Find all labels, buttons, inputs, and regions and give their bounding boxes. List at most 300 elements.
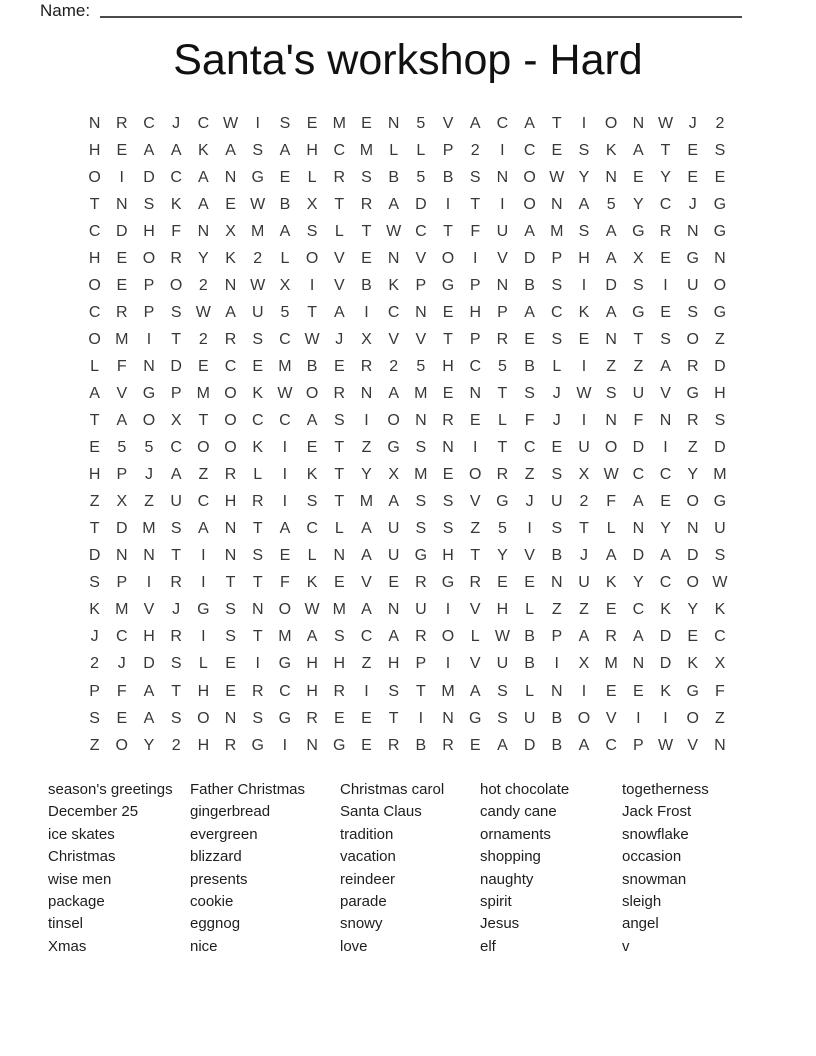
grid-cell[interactable]: E: [687, 141, 699, 159]
grid-cell[interactable]: N: [116, 195, 128, 213]
grid-cell[interactable]: S: [551, 520, 563, 538]
grid-cell[interactable]: A: [388, 384, 399, 402]
grid-cell[interactable]: B: [279, 195, 291, 213]
grid-cell[interactable]: J: [172, 601, 181, 619]
grid-cell[interactable]: M: [251, 222, 265, 240]
grid-cell[interactable]: J: [552, 412, 561, 430]
grid-cell[interactable]: H: [578, 249, 590, 267]
grid-cell[interactable]: S: [89, 709, 100, 727]
grid-cell[interactable]: E: [306, 439, 318, 457]
grid-cell[interactable]: U: [523, 709, 536, 727]
grid-cell[interactable]: E: [116, 141, 128, 159]
grid-cell[interactable]: A: [279, 222, 291, 240]
grid-cell[interactable]: G: [441, 574, 455, 592]
grid-cell[interactable]: Z: [715, 330, 725, 348]
grid-cell[interactable]: I: [581, 412, 587, 430]
grid-cell[interactable]: I: [364, 412, 369, 430]
grid-cell[interactable]: O: [686, 330, 699, 348]
grid-cell[interactable]: A: [279, 520, 291, 538]
grid-cell[interactable]: K: [225, 249, 236, 267]
grid-cell[interactable]: O: [142, 249, 156, 267]
grid-cell[interactable]: T: [334, 493, 345, 511]
grid-cell[interactable]: Z: [89, 736, 100, 754]
grid-cell[interactable]: S: [306, 493, 318, 511]
grid-cell[interactable]: V: [442, 114, 454, 132]
grid-cell[interactable]: A: [279, 141, 291, 159]
grid-cell[interactable]: N: [496, 276, 509, 294]
grid-cell[interactable]: N: [88, 114, 101, 132]
grid-cell[interactable]: F: [171, 222, 182, 240]
grid-cell[interactable]: W: [549, 168, 565, 186]
grid-cell[interactable]: P: [170, 384, 182, 402]
grid-cell[interactable]: G: [686, 249, 699, 267]
grid-cell[interactable]: C: [551, 303, 563, 321]
grid-cell[interactable]: L: [606, 520, 616, 538]
grid-cell[interactable]: N: [714, 736, 726, 754]
grid-cell[interactable]: E: [524, 574, 535, 592]
grid-cell[interactable]: Y: [633, 195, 644, 213]
grid-cell[interactable]: R: [170, 574, 182, 592]
grid-cell[interactable]: L: [253, 466, 263, 484]
grid-cell[interactable]: T: [171, 547, 182, 565]
grid-cell[interactable]: A: [89, 384, 100, 402]
grid-cell[interactable]: N: [496, 168, 509, 186]
grid-cell[interactable]: V: [415, 249, 427, 267]
grid-cell[interactable]: 5: [280, 303, 290, 321]
grid-cell[interactable]: Y: [143, 736, 155, 754]
grid-cell[interactable]: N: [442, 709, 454, 727]
grid-cell[interactable]: E: [116, 276, 128, 294]
grid-cell[interactable]: S: [333, 412, 345, 430]
grid-cell[interactable]: H: [306, 141, 318, 159]
grid-cell[interactable]: R: [360, 357, 373, 375]
grid-cell[interactable]: G: [632, 222, 645, 240]
grid-cell[interactable]: O: [441, 628, 455, 646]
grid-cell[interactable]: N: [469, 384, 481, 402]
grid-cell[interactable]: E: [225, 655, 236, 673]
grid-cell[interactable]: T: [470, 195, 481, 213]
grid-cell[interactable]: I: [663, 709, 668, 727]
grid-cell[interactable]: T: [307, 303, 317, 321]
grid-cell[interactable]: F: [280, 574, 290, 592]
grid-cell[interactable]: M: [359, 141, 374, 159]
grid-cell[interactable]: U: [496, 655, 509, 673]
grid-cell[interactable]: O: [278, 601, 292, 619]
grid-cell[interactable]: N: [143, 357, 155, 375]
grid-cell[interactable]: R: [605, 628, 617, 646]
grid-cell[interactable]: A: [578, 195, 590, 213]
grid-cell[interactable]: Z: [144, 493, 154, 511]
grid-cell[interactable]: M: [414, 466, 428, 484]
grid-cell[interactable]: E: [225, 195, 236, 213]
grid-cell[interactable]: M: [604, 655, 618, 673]
grid-cell[interactable]: E: [497, 574, 508, 592]
grid-cell[interactable]: D: [714, 357, 726, 375]
grid-cell[interactable]: S: [714, 141, 726, 159]
grid-cell[interactable]: H: [306, 655, 318, 673]
grid-cell[interactable]: M: [332, 114, 346, 132]
grid-cell[interactable]: M: [713, 466, 727, 484]
grid-cell[interactable]: L: [416, 141, 426, 159]
grid-cell[interactable]: S: [551, 466, 563, 484]
grid-cell[interactable]: S: [170, 709, 182, 727]
grid-cell[interactable]: O: [305, 249, 319, 267]
grid-cell[interactable]: I: [146, 330, 152, 348]
grid-cell[interactable]: S: [89, 574, 100, 592]
grid-cell[interactable]: B: [415, 736, 427, 754]
grid-cell[interactable]: E: [279, 547, 291, 565]
grid-cell[interactable]: W: [712, 574, 728, 592]
grid-cell[interactable]: A: [388, 195, 399, 213]
grid-cell[interactable]: S: [252, 141, 264, 159]
grid-cell[interactable]: S: [252, 547, 264, 565]
grid-cell[interactable]: S: [170, 655, 182, 673]
grid-cell[interactable]: S: [497, 682, 508, 700]
grid-cell[interactable]: I: [418, 709, 424, 727]
grid-cell[interactable]: I: [364, 303, 369, 321]
grid-cell[interactable]: I: [445, 195, 451, 213]
grid-cell[interactable]: H: [442, 357, 454, 375]
grid-cell[interactable]: M: [332, 601, 346, 619]
grid-cell[interactable]: N: [387, 249, 400, 267]
grid-cell[interactable]: C: [224, 357, 237, 375]
grid-cell[interactable]: L: [552, 357, 562, 375]
grid-cell[interactable]: N: [605, 330, 617, 348]
grid-cell[interactable]: S: [551, 276, 563, 294]
grid-cell[interactable]: O: [577, 709, 591, 727]
grid-cell[interactable]: Y: [660, 520, 671, 538]
grid-cell[interactable]: I: [472, 249, 478, 267]
grid-cell[interactable]: H: [88, 141, 101, 159]
grid-cell[interactable]: D: [686, 547, 699, 565]
grid-cell[interactable]: X: [714, 655, 726, 673]
grid-cell[interactable]: X: [306, 195, 318, 213]
grid-cell[interactable]: U: [714, 520, 726, 538]
grid-cell[interactable]: B: [361, 276, 372, 294]
grid-cell[interactable]: J: [552, 384, 561, 402]
grid-cell[interactable]: T: [470, 547, 481, 565]
grid-cell[interactable]: V: [687, 736, 699, 754]
grid-cell[interactable]: S: [388, 682, 399, 700]
grid-cell[interactable]: O: [115, 736, 128, 754]
grid-cell[interactable]: W: [657, 736, 674, 754]
grid-cell[interactable]: G: [713, 222, 727, 240]
grid-cell[interactable]: R: [442, 736, 454, 754]
grid-cell[interactable]: S: [714, 547, 726, 565]
grid-cell[interactable]: T: [198, 412, 209, 430]
grid-cell[interactable]: I: [119, 168, 124, 186]
grid-cell[interactable]: C: [714, 628, 726, 646]
grid-cell[interactable]: X: [388, 466, 399, 484]
grid-cell[interactable]: D: [632, 547, 645, 565]
grid-cell[interactable]: M: [278, 357, 292, 375]
grid-cell[interactable]: I: [255, 655, 260, 673]
grid-cell[interactable]: P: [551, 628, 563, 646]
grid-cell[interactable]: I: [581, 114, 587, 132]
grid-cell[interactable]: M: [115, 601, 129, 619]
grid-cell[interactable]: C: [659, 195, 672, 213]
grid-cell[interactable]: C: [415, 222, 427, 240]
grid-cell[interactable]: O: [305, 384, 319, 402]
grid-cell[interactable]: E: [116, 249, 128, 267]
grid-cell[interactable]: J: [335, 330, 344, 348]
grid-cell[interactable]: L: [389, 141, 399, 159]
grid-cell[interactable]: A: [524, 114, 535, 132]
grid-cell[interactable]: P: [469, 330, 481, 348]
grid-cell[interactable]: G: [686, 384, 699, 402]
grid-cell[interactable]: 2: [171, 736, 181, 754]
grid-cell[interactable]: E: [442, 466, 454, 484]
grid-cell[interactable]: E: [361, 709, 372, 727]
grid-cell[interactable]: O: [224, 412, 237, 430]
grid-cell[interactable]: 2: [389, 357, 399, 375]
grid-cell[interactable]: I: [445, 601, 451, 619]
grid-cell[interactable]: F: [116, 357, 127, 375]
grid-cell[interactable]: F: [470, 222, 481, 240]
grid-cell[interactable]: N: [415, 303, 427, 321]
grid-cell[interactable]: R: [496, 466, 509, 484]
grid-cell[interactable]: T: [660, 141, 671, 159]
grid-cell[interactable]: T: [443, 222, 453, 240]
grid-cell[interactable]: K: [578, 303, 590, 321]
grid-cell[interactable]: D: [523, 249, 536, 267]
grid-cell[interactable]: K: [605, 574, 617, 592]
grid-cell[interactable]: B: [524, 357, 535, 375]
grid-cell[interactable]: C: [197, 114, 210, 132]
grid-cell[interactable]: L: [470, 628, 480, 646]
grid-cell[interactable]: O: [713, 276, 727, 294]
grid-cell[interactable]: S: [442, 493, 454, 511]
grid-cell[interactable]: E: [714, 168, 726, 186]
grid-cell[interactable]: L: [497, 412, 507, 430]
grid-cell[interactable]: G: [333, 736, 346, 754]
grid-cell[interactable]: Z: [579, 601, 589, 619]
grid-cell[interactable]: L: [307, 547, 317, 565]
grid-cell[interactable]: U: [686, 276, 699, 294]
grid-cell[interactable]: N: [224, 520, 237, 538]
grid-cell[interactable]: W: [304, 601, 320, 619]
grid-cell[interactable]: J: [688, 114, 697, 132]
grid-cell[interactable]: P: [633, 736, 644, 754]
grid-cell[interactable]: T: [171, 330, 182, 348]
grid-cell[interactable]: W: [195, 303, 211, 321]
grid-cell[interactable]: T: [252, 520, 263, 538]
grid-cell[interactable]: C: [360, 628, 373, 646]
grid-cell[interactable]: 5: [606, 195, 616, 213]
grid-cell[interactable]: O: [88, 168, 101, 186]
grid-cell[interactable]: S: [497, 709, 508, 727]
grid-cell[interactable]: N: [551, 574, 563, 592]
grid-cell[interactable]: N: [605, 412, 617, 430]
grid-cell[interactable]: R: [224, 466, 237, 484]
grid-cell[interactable]: J: [525, 493, 534, 511]
grid-cell[interactable]: Y: [198, 249, 209, 267]
grid-cell[interactable]: V: [116, 384, 128, 402]
grid-cell[interactable]: A: [170, 141, 182, 159]
grid-cell[interactable]: S: [279, 114, 291, 132]
grid-cell[interactable]: E: [361, 736, 372, 754]
grid-cell[interactable]: H: [143, 628, 155, 646]
grid-cell[interactable]: T: [334, 439, 345, 457]
grid-cell[interactable]: T: [252, 628, 263, 646]
grid-cell[interactable]: S: [469, 168, 481, 186]
grid-cell[interactable]: Y: [633, 574, 644, 592]
grid-cell[interactable]: O: [88, 330, 101, 348]
grid-cell[interactable]: T: [443, 330, 453, 348]
grid-cell[interactable]: W: [494, 628, 510, 646]
grid-cell[interactable]: R: [251, 682, 264, 700]
grid-cell[interactable]: K: [198, 141, 209, 159]
grid-cell[interactable]: K: [306, 574, 318, 592]
grid-cell[interactable]: T: [633, 330, 644, 348]
grid-cell[interactable]: I: [282, 493, 288, 511]
grid-cell[interactable]: A: [660, 357, 671, 375]
grid-cell[interactable]: P: [143, 276, 155, 294]
grid-cell[interactable]: A: [361, 547, 372, 565]
grid-cell[interactable]: W: [250, 195, 266, 213]
grid-cell[interactable]: M: [359, 493, 374, 511]
grid-cell[interactable]: 5: [416, 168, 426, 186]
grid-cell[interactable]: I: [581, 276, 587, 294]
grid-cell[interactable]: M: [142, 520, 156, 538]
grid-cell[interactable]: S: [170, 520, 182, 538]
grid-cell[interactable]: T: [415, 682, 426, 700]
grid-cell[interactable]: N: [333, 547, 346, 565]
grid-cell[interactable]: Z: [361, 439, 372, 457]
grid-cell[interactable]: V: [469, 601, 481, 619]
grid-cell[interactable]: M: [278, 628, 292, 646]
grid-cell[interactable]: S: [605, 384, 617, 402]
grid-cell[interactable]: C: [659, 466, 672, 484]
grid-cell[interactable]: M: [441, 682, 455, 700]
grid-cell[interactable]: I: [581, 682, 587, 700]
grid-cell[interactable]: O: [523, 195, 536, 213]
grid-cell[interactable]: L: [334, 520, 344, 538]
grid-cell[interactable]: C: [523, 141, 536, 159]
grid-cell[interactable]: E: [605, 601, 617, 619]
grid-cell[interactable]: G: [713, 493, 727, 511]
grid-cell[interactable]: P: [551, 249, 563, 267]
grid-cell[interactable]: V: [524, 547, 535, 565]
grid-cell[interactable]: D: [523, 736, 536, 754]
grid-cell[interactable]: E: [660, 493, 671, 511]
grid-cell[interactable]: H: [197, 682, 210, 700]
grid-cell[interactable]: C: [197, 493, 210, 511]
grid-cell[interactable]: S: [170, 303, 182, 321]
grid-cell[interactable]: B: [388, 168, 399, 186]
grid-cell[interactable]: H: [333, 655, 346, 673]
grid-cell[interactable]: A: [143, 141, 155, 159]
grid-cell[interactable]: H: [224, 493, 237, 511]
grid-cell[interactable]: L: [334, 222, 344, 240]
grid-cell[interactable]: W: [386, 222, 402, 240]
grid-cell[interactable]: A: [605, 222, 617, 240]
grid-cell[interactable]: K: [306, 466, 318, 484]
grid-cell[interactable]: I: [554, 655, 559, 673]
grid-cell[interactable]: K: [388, 276, 399, 294]
grid-cell[interactable]: A: [497, 736, 508, 754]
grid-cell[interactable]: W: [277, 384, 293, 402]
grid-cell[interactable]: E: [252, 357, 264, 375]
grid-cell[interactable]: T: [361, 222, 372, 240]
grid-cell[interactable]: C: [469, 357, 481, 375]
grid-cell[interactable]: V: [388, 330, 399, 348]
grid-cell[interactable]: J: [90, 628, 99, 646]
grid-cell[interactable]: A: [306, 412, 318, 430]
grid-cell[interactable]: G: [278, 709, 292, 727]
grid-cell[interactable]: B: [551, 736, 563, 754]
grid-cell[interactable]: D: [116, 222, 128, 240]
grid-cell[interactable]: D: [143, 655, 155, 673]
grid-cell[interactable]: C: [279, 682, 291, 700]
grid-cell[interactable]: X: [170, 412, 182, 430]
grid-cell[interactable]: D: [116, 520, 128, 538]
grid-cell[interactable]: Y: [578, 168, 590, 186]
grid-cell[interactable]: J: [144, 466, 153, 484]
grid-cell[interactable]: X: [279, 276, 291, 294]
grid-cell[interactable]: 5: [144, 439, 154, 457]
grid-cell[interactable]: G: [713, 195, 727, 213]
grid-cell[interactable]: R: [333, 384, 346, 402]
grid-cell[interactable]: R: [415, 628, 427, 646]
grid-cell[interactable]: C: [251, 412, 264, 430]
grid-cell[interactable]: 5: [416, 357, 426, 375]
grid-cell[interactable]: T: [388, 709, 399, 727]
grid-cell[interactable]: P: [415, 655, 427, 673]
grid-cell[interactable]: S: [225, 601, 236, 619]
grid-cell[interactable]: T: [497, 439, 508, 457]
grid-cell[interactable]: D: [88, 547, 101, 565]
grid-cell[interactable]: E: [633, 168, 644, 186]
grid-cell[interactable]: D: [659, 655, 672, 673]
grid-cell[interactable]: P: [442, 141, 454, 159]
grid-cell[interactable]: I: [282, 736, 288, 754]
grid-cell[interactable]: A: [333, 303, 345, 321]
grid-cell[interactable]: G: [686, 682, 699, 700]
grid-cell[interactable]: E: [660, 249, 671, 267]
grid-cell[interactable]: 5: [416, 114, 426, 132]
grid-cell[interactable]: V: [415, 330, 427, 348]
grid-cell[interactable]: G: [713, 303, 727, 321]
grid-cell[interactable]: C: [143, 114, 155, 132]
grid-cell[interactable]: S: [252, 709, 264, 727]
grid-cell[interactable]: H: [442, 547, 454, 565]
grid-cell[interactable]: X: [361, 330, 372, 348]
grid-cell[interactable]: N: [224, 276, 237, 294]
grid-cell[interactable]: O: [224, 384, 237, 402]
grid-cell[interactable]: V: [605, 709, 617, 727]
grid-cell[interactable]: E: [469, 412, 481, 430]
grid-cell[interactable]: W: [603, 466, 619, 484]
grid-cell[interactable]: T: [334, 466, 345, 484]
grid-cell[interactable]: J: [579, 547, 588, 565]
grid-cell[interactable]: C: [496, 114, 509, 132]
grid-cell[interactable]: H: [306, 682, 318, 700]
grid-cell[interactable]: R: [496, 330, 509, 348]
grid-cell[interactable]: N: [251, 601, 264, 619]
grid-cell[interactable]: Z: [198, 466, 209, 484]
grid-cell[interactable]: U: [578, 574, 590, 592]
grid-cell[interactable]: K: [660, 682, 671, 700]
grid-cell[interactable]: W: [222, 114, 239, 132]
grid-cell[interactable]: C: [88, 222, 101, 240]
grid-cell[interactable]: E: [442, 384, 454, 402]
grid-cell[interactable]: I: [581, 357, 587, 375]
grid-cell[interactable]: C: [333, 141, 346, 159]
grid-cell[interactable]: W: [304, 330, 320, 348]
grid-cell[interactable]: A: [143, 709, 155, 727]
grid-cell[interactable]: B: [524, 628, 535, 646]
